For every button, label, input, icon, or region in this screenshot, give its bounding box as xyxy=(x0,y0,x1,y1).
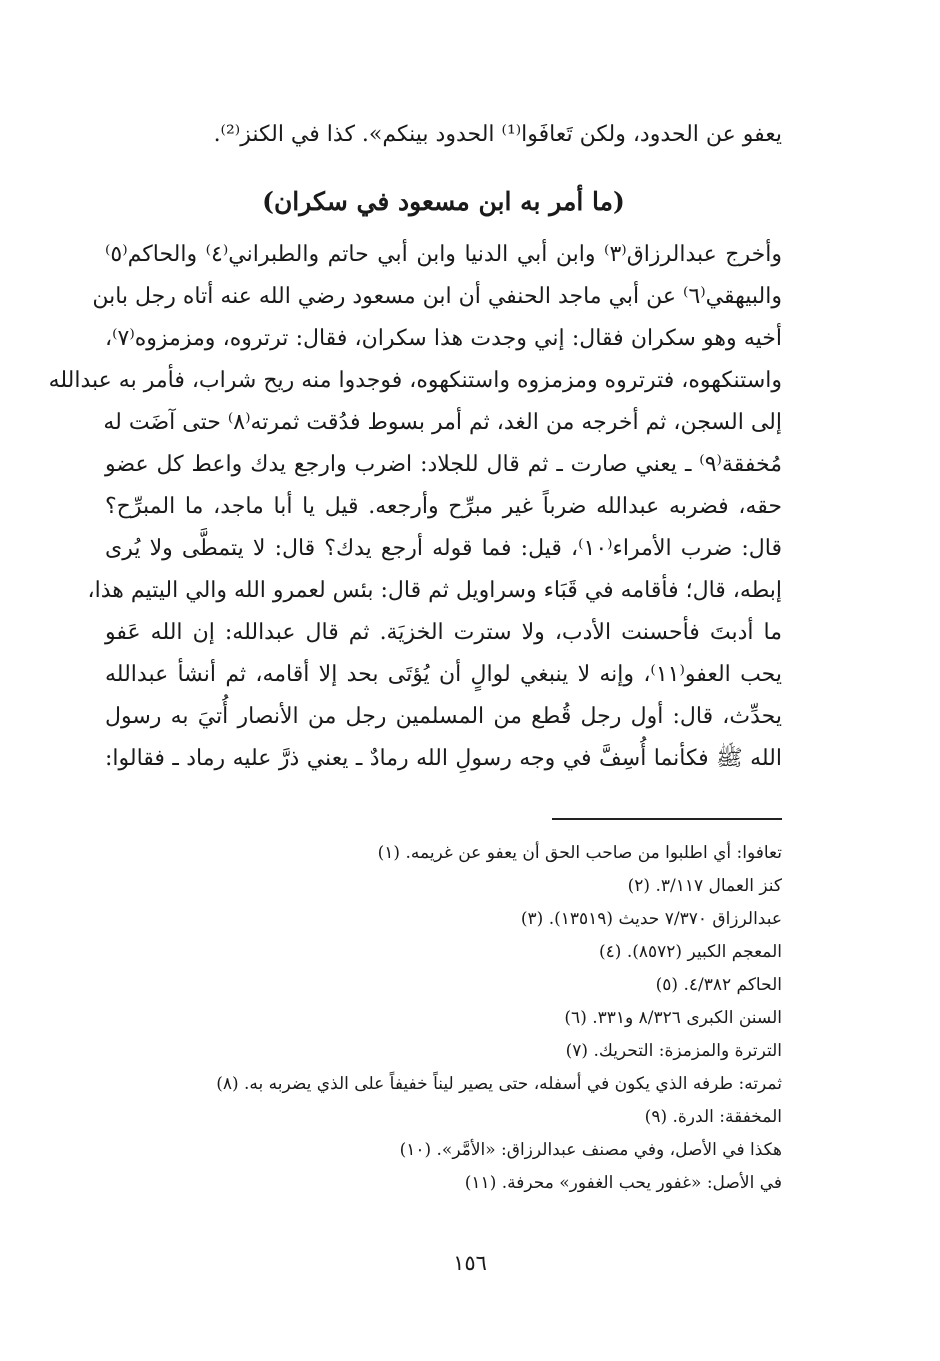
footnote-number: (٩) xyxy=(644,1107,668,1127)
footnote-text: ثمرته: طرفه الذي يكون في أسفله، حتى يصير ليناً خفيفاً على الذي يضربه به. xyxy=(244,1074,782,1094)
body-line: يحدِّث، قال: أول رجل قُطع من المسلمين رجل من الأنصار أُتيَ به رسول xyxy=(105,704,782,729)
body-line: حقه، فضربه عبدالله ضرباً غير مبرِّح وأرجعه. قيل يا أبا ماجد، ما المبرِّح؟ xyxy=(105,494,782,519)
body-line: مُخفقة⁽٩⁾ ـ يعني صارت ـ ثم قال للجلاد: اضرب وارجع يدك واعط كل عضو xyxy=(105,452,782,477)
body-line: إلى السجن، ثم أخرجه من الغد، ثم أمر بسوط فدُقت ثمرته⁽٨⁾ حتى آضَت له xyxy=(103,410,782,435)
footnote-text: الترترة والمزمزة: التحريك. xyxy=(593,1041,782,1061)
footnote-number: (٢) xyxy=(627,876,651,896)
body-line: ما أدبتَ فأحسنت الأدب، ولا سترت الخزيَة. ثم قال عبدالله: إن الله عَفو xyxy=(105,620,782,645)
footnote-text: عبدالرزاق ٧/٣٧٠ حديث (١٣٥١٩). xyxy=(548,909,782,929)
footnote-item xyxy=(100,873,782,899)
footnote-number: (١) xyxy=(377,843,401,863)
body-line: والبيهقي⁽٦⁾ عن أبي ماجد الحنفي أن ابن مسعود رضي الله عنه أتاه رجل بابن xyxy=(92,284,782,309)
footnote-number: (٨) xyxy=(216,1074,239,1094)
footnote-text: هكذا في الأصل، وفي مصنف عبدالرزاق: «الأمَّر». xyxy=(436,1140,782,1160)
body-line: الله ﷺ فكأنما أُسِفَّ في وجه رسولِ الله رمادٌ ـ يعني ذرَّ عليه رماد ـ فقالوا: xyxy=(105,746,782,771)
footnote-item xyxy=(100,1071,782,1097)
body-line: قال: ضرب الأمراء⁽١٠⁾، قيل: فما قوله أرجع يدك؟ قال: لا يتمطَّى ولا يُرى xyxy=(105,536,782,561)
footnote-item xyxy=(100,906,782,932)
footnote-text: السنن الكبرى ٨/٣٢٦ و٣٣١. xyxy=(592,1008,782,1028)
footnote-text: الحاكم ٤/٣٨٢. xyxy=(683,975,782,995)
footnote-item xyxy=(100,840,782,866)
footnote-number: (٧) xyxy=(565,1041,589,1061)
footnote-item xyxy=(100,1137,782,1163)
footnote-number: (٣) xyxy=(520,909,544,929)
body-line: يحب العفو⁽١١⁾، وإنه لا ينبغي لوالٍ أن يُؤتَى بحد إلا أقامه، ثم أنشأ عبدالله xyxy=(105,662,782,687)
footnote-item xyxy=(100,1038,782,1064)
footnote-number: (١٠) xyxy=(399,1140,432,1160)
body-line: واستنكهوه، فترتروه ومزمزوه واستنكهوه، فوجدوا منه ريح شراب، فأمر به عبدالله xyxy=(48,368,782,393)
page-number: ١٥٦ xyxy=(453,1251,487,1275)
section-heading: (ما أمر به ابن مسعود في سكران) xyxy=(262,187,625,216)
footnote-text: في الأصل: «غفور يحب الغفور» محرفة. xyxy=(501,1173,782,1193)
footnote-text: تعافوا: أي اطلبوا من صاحب الحق أن يعفو عن غريمه. xyxy=(405,843,782,863)
footnote-divider xyxy=(552,818,782,820)
footnote-number: (٦) xyxy=(564,1008,587,1028)
footnote-text: المعجم الكبير (٨٥٧٢). xyxy=(626,942,782,962)
footnote-number: (٥) xyxy=(655,975,679,995)
footnote-item xyxy=(100,972,782,998)
footnote-item xyxy=(100,1005,782,1031)
footnote-number: (١١) xyxy=(464,1173,497,1193)
body-line: أخيه وهو سكران فقال: إني وجدت هذا سكران، فقال: ترتروه، ومزمزوه⁽٧⁾، xyxy=(105,326,782,351)
footnote-text: المخفقة: الدرة. xyxy=(672,1107,782,1127)
footnote-text: كنز العمال ٣/١١٧. xyxy=(655,876,782,896)
footnote-item xyxy=(100,1170,782,1196)
footnote-item xyxy=(100,1104,782,1130)
footnote-number: (٤) xyxy=(599,942,622,962)
body-line: إبطه، قال؛ فأقامه في قَبَاء وسراويل ثم قال: بئس لعمرو الله والي اليتيم هذا، xyxy=(87,578,782,603)
footnote-item xyxy=(100,939,782,965)
continuation-line: يعفو عن الحدود، ولكن تَعافَوا⁽¹⁾ الحدود بينكم». كذا في الكنز⁽²⁾. xyxy=(213,122,782,147)
body-line: وأخرج عبدالرزاق⁽٣⁾ وابن أبي الدنيا وابن أبي حاتم والطبراني⁽٤⁾ والحاكم⁽٥⁾ xyxy=(105,242,782,267)
